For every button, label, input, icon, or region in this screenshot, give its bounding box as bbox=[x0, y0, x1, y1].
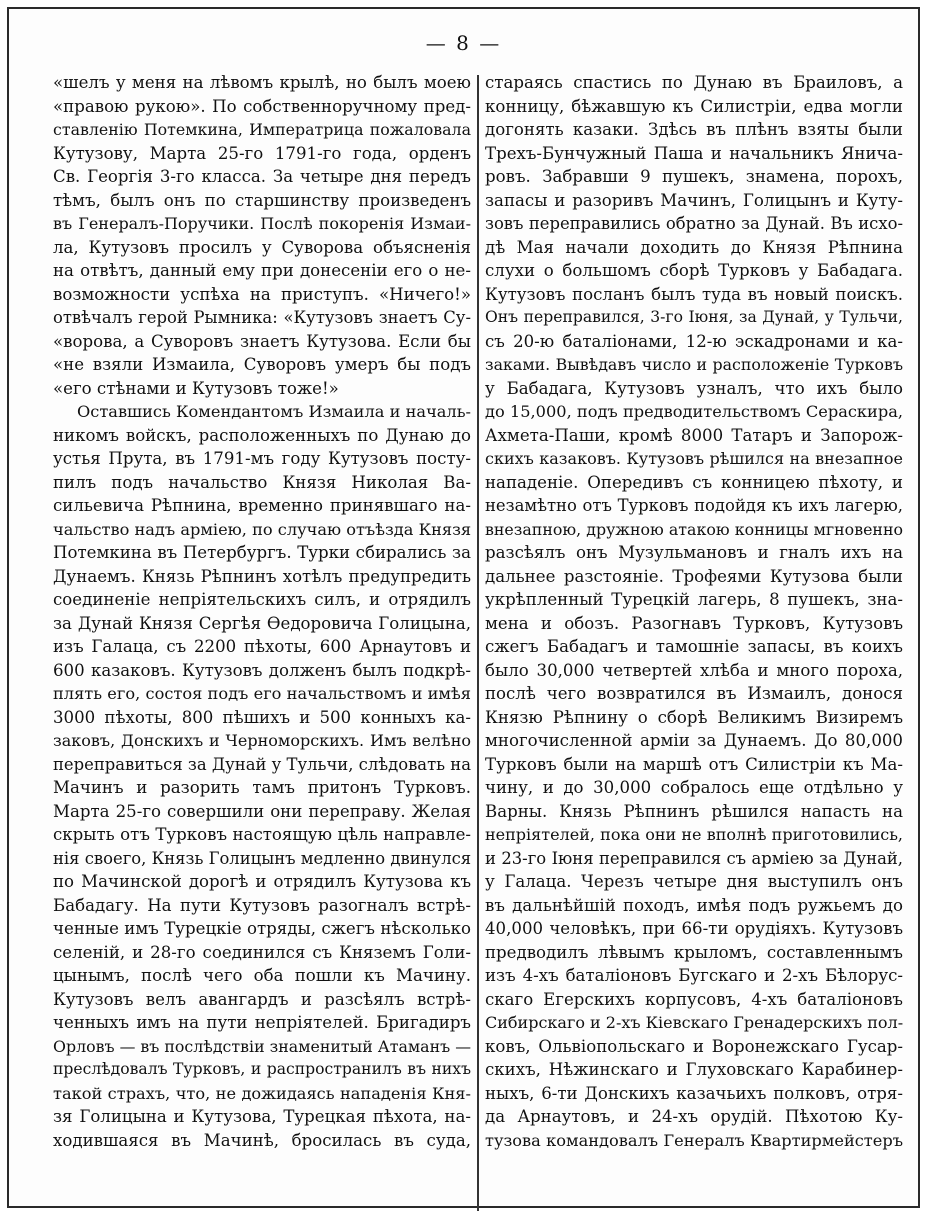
text-line: нападеніе. Опередивъ съ конницею пѣхоту, и bbox=[485, 472, 903, 492]
text-line: Кутузовъ посланъ былъ туда въ новый поискъ. bbox=[485, 284, 903, 304]
text-line: «правою рукою». По собственноручному пред- bbox=[53, 96, 471, 116]
text-line: пилъ подъ начальство Князя Николая Ва- bbox=[53, 472, 471, 492]
text-line: «его стѣнами и Кутузовъ тоже!» bbox=[53, 378, 339, 398]
text-line: ровъ. Забравши 9 пушекъ, знамена, порохъ, bbox=[485, 167, 903, 186]
text-line: Турковъ были на маршѣ отъ Силистріи къ Ма- bbox=[485, 754, 903, 774]
text-line: на отвѣтъ, данный ему при донесеніи его о не- bbox=[53, 261, 471, 280]
text-line: Варны. Князь Рѣпнинъ рѣшился напасть на bbox=[485, 801, 903, 821]
text-line: скаго Егерскихъ корпусовъ, 4-хъ баталіоновъ bbox=[485, 989, 903, 1009]
text-line: Мачинъ и разорить тамъ притонъ Турковъ. bbox=[53, 778, 471, 797]
text-line: ченныхъ имъ на пути непріятелей. Бригадиръ bbox=[53, 1013, 471, 1032]
text-line: Дунаемъ. Князь Рѣпнинъ хотѣлъ предупредить bbox=[53, 566, 471, 586]
text-line: внезапною, дружною атакою конницы мгновенно bbox=[485, 519, 903, 539]
text-line: тѣмъ, былъ онъ по старшинству произведенъ bbox=[53, 190, 471, 210]
text-line: ченные имъ Турецкіе отряды, сжегъ нѣсколько bbox=[53, 919, 471, 938]
text-line: Бабадагу. На пути Кутузовъ разогналъ встрѣ- bbox=[53, 895, 471, 915]
text-line: «шелъ у меня на лѣвомъ крылѣ, но былъ моею bbox=[53, 73, 471, 92]
text-line: 600 казаковъ. Кутузовъ долженъ былъ подкрѣ- bbox=[53, 660, 471, 680]
text-line: Кутузову, Марта 25-го 1791-го года, орденъ bbox=[53, 143, 471, 163]
right-text-column bbox=[485, 71, 903, 1211]
text-line: Оставшись Комендантомъ Измаила и началь- bbox=[77, 402, 471, 421]
text-line: 3000 пѣхоты, 800 пѣшихъ и 500 конныхъ ка- bbox=[53, 707, 471, 727]
text-line: «ворова, а Суворовъ знаетъ Кутузова. Если бы bbox=[53, 331, 471, 351]
page-number: — 8 — bbox=[425, 31, 502, 55]
text-line: преслѣдовалъ Турковъ, и распространилъ въ нихъ bbox=[53, 1060, 471, 1078]
text-line: такой страхъ, что, не дожидаясь нападенія Кня- bbox=[53, 1083, 471, 1103]
text-line: селеній, и 28-го соединился съ Княземъ Голи- bbox=[53, 942, 471, 962]
text-line: ныхъ, 6-ти Донскихъ казачьихъ полковъ, отря- bbox=[485, 1083, 903, 1103]
text-line: по Мачинской дорогѣ и отрядилъ Кутузова къ bbox=[53, 872, 471, 891]
text-line: 40,000 человѣкъ, при 66-ти орудіяхъ. Кутузовъ bbox=[485, 919, 903, 938]
text-line: и 23-го Іюня переправился съ арміею за Дунай, bbox=[485, 848, 903, 868]
page-frame bbox=[7, 7, 920, 1208]
text-line: Трехъ-Бунчужный Паша и начальникъ Янича- bbox=[485, 143, 903, 163]
text-line: съ 20-ю баталіонами, 12-ю эскадронами и ка- bbox=[485, 331, 903, 351]
text-line: да Арнаутовъ, и 24-хъ орудій. Пѣхотою Ку- bbox=[485, 1107, 903, 1126]
text-line: Св. Георгія 3-го класса. За четыре дня передъ bbox=[53, 167, 471, 186]
text-line: дальнее разстояніе. Трофеями Кутузова были bbox=[485, 566, 903, 586]
text-line: непріятелей, пока они не вполнѣ приготовились, bbox=[485, 825, 903, 844]
text-line: отвѣчалъ герой Рымника: «Кутузовъ знаетъ Су- bbox=[53, 308, 471, 327]
text-line: чину, и до 30,000 собралось еще отдѣльно у bbox=[485, 778, 903, 797]
text-line: до 15,000, подъ предводительствомъ Сераскира, bbox=[485, 402, 903, 421]
text-line: разсѣялъ онъ Музульмановъ и гналъ ихъ на bbox=[485, 543, 903, 562]
text-line: конницу, бѣжавшую къ Силистріи, едва могли bbox=[485, 96, 903, 116]
text-line: было 30,000 четвертей хлѣба и много пороха, bbox=[485, 660, 903, 680]
text-line: слухи о большомъ сборѣ Турковъ у Бабадага. bbox=[485, 261, 903, 280]
text-line: заковъ, Донскихъ и Черноморскихъ. Имъ велѣно bbox=[53, 731, 471, 750]
text-line: многочисленной арміи за Дунаемъ. До 80,000 bbox=[485, 731, 903, 750]
text-line: въ дальнѣйшій походъ, имѣя подъ ружьемъ до bbox=[485, 895, 903, 915]
text-line: сильевича Рѣпнина, временно принявшаго на- bbox=[53, 496, 471, 515]
text-line: заками. Вывѣдавъ число и расположеніе Турковъ bbox=[485, 355, 903, 374]
text-line: скихъ казаковъ. Кутузовъ рѣшился на внезапное bbox=[485, 449, 903, 468]
text-line: тузова командовалъ Генералъ Квартирмейстеръ bbox=[485, 1130, 903, 1150]
text-line: мена и обозъ. Разогнавъ Турковъ, Кутузовъ bbox=[485, 613, 903, 633]
text-line: плять его, состоя подъ его начальствомъ и имѣя bbox=[53, 684, 471, 703]
text-line: предводилъ лѣвымъ крыломъ, составленнымъ bbox=[485, 942, 903, 962]
text-line: сжегъ Бабадагъ и тамошніе запасы, въ коихъ bbox=[485, 637, 903, 656]
text-line: чальство надъ арміею, по случаю отъѣзда Князя bbox=[53, 519, 471, 539]
text-line: въ Генералъ-Поручики. Послѣ покоренія Измаи- bbox=[53, 214, 471, 233]
text-line: незамѣтно отъ Турковъ подойдя къ ихъ лагерю, bbox=[485, 496, 903, 515]
text-line: зовъ переправились обратно за Дунай. Въ исхо- bbox=[485, 214, 903, 233]
text-line: дѣ Мая начали доходить до Князя Рѣпнина bbox=[485, 237, 903, 257]
text-line: Онъ переправился, 3-го Іюня, за Дунай, у Тульчи, bbox=[485, 308, 903, 326]
text-line: Кутузовъ велъ авангардъ и разсѣялъ встрѣ- bbox=[53, 989, 471, 1009]
text-line: Сибирскаго и 2-хъ Кіевскаго Гренадерскихъ пол- bbox=[485, 1013, 903, 1032]
text-line: нія своего, Князь Голицынъ медленно двинулся bbox=[53, 848, 471, 868]
text-line: догонять казаки. Здѣсь въ плѣнъ взяты были bbox=[485, 120, 903, 139]
text-line: ставленію Потемкина, Императрица пожаловала bbox=[53, 120, 471, 139]
text-line: стараясь спастись по Дунаю въ Браиловъ, а bbox=[485, 73, 903, 92]
text-line: ходившаяся въ Мачинѣ, бросилась въ суда, bbox=[53, 1130, 471, 1150]
left-text-column bbox=[53, 71, 471, 1211]
text-line: скрыть отъ Турковъ настоящую цѣль направле- bbox=[53, 825, 471, 844]
text-line: ковъ, Ольвіопольскаго и Воронежскаго Гусар- bbox=[485, 1036, 903, 1056]
text-line: Ахмета-Паши, кромѣ 8000 Татаръ и Запорож- bbox=[485, 425, 903, 445]
text-line: «не взяли Измаила, Суворовъ умеръ бы подъ bbox=[53, 355, 471, 374]
text-line: скихъ, Нѣжинскаго и Глуховскаго Карабинер- bbox=[485, 1060, 903, 1079]
text-line: возможности успѣха на приступъ. «Ничего!» bbox=[53, 284, 471, 304]
text-line: устья Прута, въ 1791-мъ году Кутузовъ посту- bbox=[53, 449, 471, 468]
text-line: никомъ войскъ, расположенныхъ по Дунаю до bbox=[53, 425, 471, 445]
text-line: соединеніе непріятельскихъ силъ, и отрядилъ bbox=[53, 590, 471, 609]
text-line: у Бабадага, Кутузовъ узналъ, что ихъ было bbox=[485, 378, 903, 398]
text-line: Марта 25-го совершили они переправу. Желая bbox=[53, 801, 471, 821]
text-line: переправиться за Дунай у Тульчи, слѣдовать на bbox=[53, 754, 471, 774]
text-line: изъ Галаца, съ 2200 пѣхоты, 600 Арнаутовъ и bbox=[53, 637, 471, 656]
text-line: зя Голицына и Кутузова, Турецкая пѣхота, на- bbox=[53, 1107, 471, 1126]
text-line: Князю Рѣпнину о сборѣ Великимъ Визиремъ bbox=[485, 707, 903, 727]
column-divider bbox=[477, 75, 479, 1211]
text-line: Потемкина въ Петербургъ. Турки сбирались за bbox=[53, 543, 471, 562]
text-line: изъ 4-хъ баталіоновъ Бугскаго и 2-хъ Бѣлорус- bbox=[485, 966, 903, 985]
text-line: запасы и разоривъ Мачинъ, Голицынъ и Куту- bbox=[485, 190, 903, 210]
text-line: за Дунай Князя Сергѣя Ѳедоровича Голицына, bbox=[53, 613, 471, 633]
text-line: ла, Кутузовъ просилъ у Суворова объясненія bbox=[53, 237, 471, 257]
text-line: у Галаца. Черезъ четыре дня выступилъ онъ bbox=[485, 872, 903, 891]
text-line: укрѣпленный Турецкій лагерь, 8 пушекъ, зна- bbox=[485, 590, 903, 609]
text-line: цынымъ, послѣ чего оба пошли къ Мачину. bbox=[53, 966, 471, 985]
text-line: послѣ чего возвратился въ Измаилъ, донося bbox=[485, 684, 903, 703]
text-line: Орловъ — въ послѣдствіи знаменитый Атаманъ — bbox=[53, 1036, 471, 1056]
